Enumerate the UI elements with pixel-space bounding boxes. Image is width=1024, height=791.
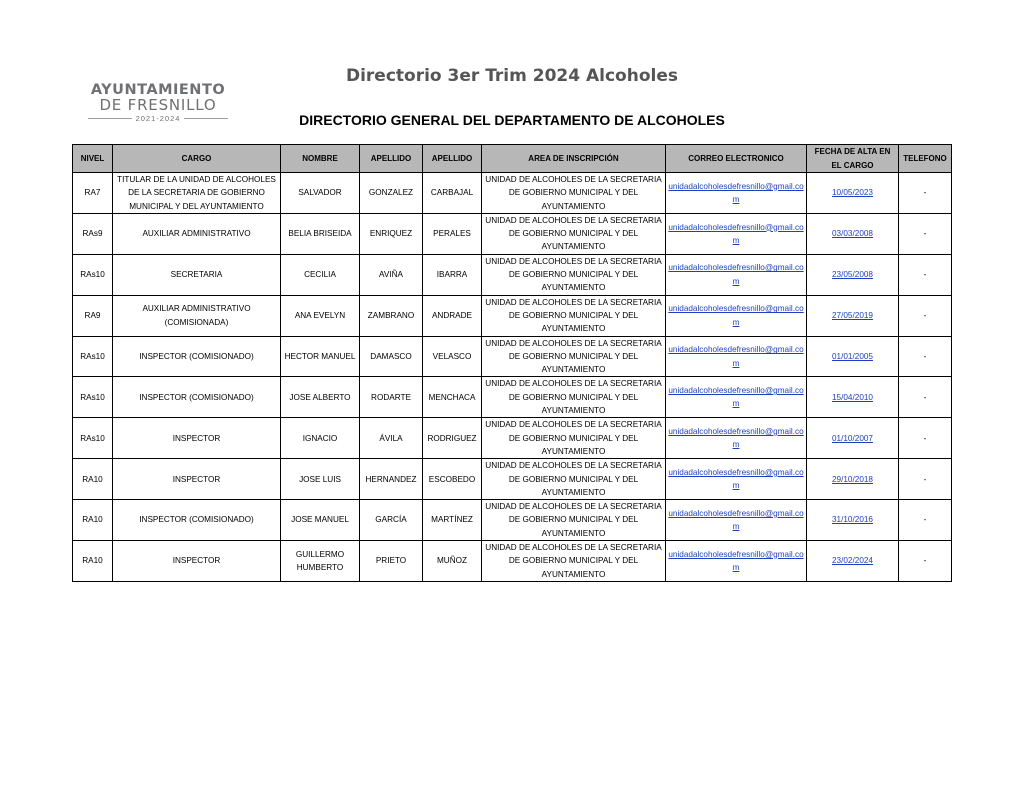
cell-nivel: RAs10 [73,254,113,295]
cell-fecha[interactable]: 01/01/2005 [807,336,899,377]
cell-cargo: AUXILIAR ADMINISTRATIVO (COMISIONADA) [113,295,281,336]
cell-telefono: - [899,541,952,582]
cell-nombre: HECTOR MANUEL [281,336,360,377]
cell-area: UNIDAD DE ALCOHOLES DE LA SECRETARIA DE GOBIERNO MUNICIPAL Y DEL AYUNTAMIENTO [482,459,666,500]
cell-apellido-1: RODARTE [360,377,423,418]
cell-cargo: INSPECTOR [113,418,281,459]
cell-apellido-2: VELASCO [423,336,482,377]
cell-area: UNIDAD DE ALCOHOLES DE LA SECRETARIA DE GOBIERNO MUNICIPAL Y DEL AYUNTAMIENTO [482,418,666,459]
table-row [73,295,952,336]
directory-table [72,144,952,582]
cell-nivel: RA10 [73,541,113,582]
table-row [73,213,952,254]
cell-nombre: BELIA BRISEIDA [281,213,360,254]
cell-apellido-2: RODRIGUEZ [423,418,482,459]
table-body [73,173,952,582]
cell-nivel: RAs9 [73,213,113,254]
table-header-row [73,145,952,173]
table-row [73,254,952,295]
cell-correo[interactable]: unidadalcoholesdefresnillo@gmail.com [666,377,807,418]
cell-fecha[interactable]: 10/05/2023 [807,173,899,214]
directory-title: DIRECTORIO GENERAL DEL DEPARTAMENTO DE ALCOHOLES [299,112,725,128]
cell-apellido-1: AVIÑA [360,254,423,295]
cell-apellido-2: MENCHACA [423,377,482,418]
header-telefono: TELEFONO [899,145,952,173]
cell-fecha[interactable]: 29/10/2018 [807,459,899,500]
table-row [73,459,952,500]
cell-correo[interactable]: unidadalcoholesdefresnillo@gmail.com [666,500,807,541]
cell-nivel: RAs10 [73,418,113,459]
cell-telefono: - [899,500,952,541]
table-row [73,173,952,214]
cell-cargo: INSPECTOR (COMISIONADO) [113,500,281,541]
cell-nivel: RA10 [73,500,113,541]
cell-area: UNIDAD DE ALCOHOLES DE LA SECRETARIA DE GOBIERNO MUNICIPAL Y DEL AYUNTAMIENTO [482,295,666,336]
cell-fecha[interactable]: 03/03/2008 [807,213,899,254]
cell-area: UNIDAD DE ALCOHOLES DE LA SECRETARIA DE GOBIERNO MUNICIPAL Y DEL AYUNTAMIENTO [482,336,666,377]
cell-area: UNIDAD DE ALCOHOLES DE LA SECRETARIA DE GOBIERNO MUNICIPAL Y DEL AYUNTAMIENTO [482,500,666,541]
cell-apellido-2: CARBAJAL [423,173,482,214]
table-row [73,541,952,582]
cell-apellido-1: GARCÍA [360,500,423,541]
cell-correo[interactable]: unidadalcoholesdefresnillo@gmail.com [666,213,807,254]
cell-nivel: RA10 [73,459,113,500]
cell-apellido-2: PERALES [423,213,482,254]
cell-apellido-1: ÁVILA [360,418,423,459]
logo-line-1: AYUNTAMIENTO [90,82,226,98]
cell-apellido-2: MARTÍNEZ [423,500,482,541]
cell-area: UNIDAD DE ALCOHOLES DE LA SECRETARIA DE GOBIERNO MUNICIPAL Y DEL AYUNTAMIENTO [482,541,666,582]
cell-telefono: - [899,295,952,336]
cell-apellido-1: DAMASCO [360,336,423,377]
cell-telefono: - [899,459,952,500]
table-row [73,418,952,459]
cell-correo[interactable]: unidadalcoholesdefresnillo@gmail.com [666,418,807,459]
cell-correo[interactable]: unidadalcoholesdefresnillo@gmail.com [666,173,807,214]
cell-fecha[interactable]: 31/10/2016 [807,500,899,541]
cell-cargo: INSPECTOR [113,459,281,500]
cell-nombre: JOSE ALBERTO [281,377,360,418]
cell-nombre: SALVADOR [281,173,360,214]
header-nombre: NOMBRE [281,145,360,173]
header-apellido-1: APELLIDO [360,145,423,173]
cell-telefono: - [899,213,952,254]
cell-nombre: CECILIA [281,254,360,295]
cell-apellido-1: PRIETO [360,541,423,582]
cell-apellido-1: ZAMBRANO [360,295,423,336]
cell-telefono: - [899,418,952,459]
cell-cargo: INSPECTOR [113,541,281,582]
cell-correo[interactable]: unidadalcoholesdefresnillo@gmail.com [666,541,807,582]
table-row [73,500,952,541]
cell-nivel: RA9 [73,295,113,336]
cell-telefono: - [899,173,952,214]
cell-area: UNIDAD DE ALCOHOLES DE LA SECRETARIA DE GOBIERNO MUNICIPAL Y DEL AYUNTAMIENTO [482,377,666,418]
cell-apellido-1: ENRIQUEZ [360,213,423,254]
cell-cargo: INSPECTOR (COMISIONADO) [113,377,281,418]
cell-area: UNIDAD DE ALCOHOLES DE LA SECRETARIA DE GOBIERNO MUNICIPAL Y DEL AYUNTAMIENTO [482,254,666,295]
cell-cargo: SECRETARIA [113,254,281,295]
table-row [73,377,952,418]
cell-correo[interactable]: unidadalcoholesdefresnillo@gmail.com [666,254,807,295]
header-cargo: CARGO [113,145,281,173]
cell-nombre: IGNACIO [281,418,360,459]
header-apellido-2: APELLIDO [423,145,482,173]
document-title-text: Directorio 3er Trim 2024 Alcoholes [345,66,678,86]
cell-telefono: - [899,336,952,377]
cell-apellido-1: HERNANDEZ [360,459,423,500]
logo-years: 2021-2024 [135,114,181,123]
cell-cargo: INSPECTOR (COMISIONADO) [113,336,281,377]
cell-apellido-2: IBARRA [423,254,482,295]
cell-apellido-2: ESCOBEDO [423,459,482,500]
header-nivel: NIVEL [73,145,113,173]
cell-cargo: AUXILIAR ADMINISTRATIVO [113,213,281,254]
cell-apellido-2: MUÑOZ [423,541,482,582]
cell-fecha[interactable]: 27/05/2019 [807,295,899,336]
cell-fecha[interactable]: 23/02/2024 [807,541,899,582]
cell-cargo: TITULAR DE LA UNIDAD DE ALCOHOLES DE LA SECRETARIA DE GOBIERNO MUNICIPAL Y DEL AYUNTAMIENTO [113,173,281,214]
cell-fecha[interactable]: 01/10/2007 [807,418,899,459]
cell-telefono: - [899,377,952,418]
cell-nombre: JOSE MANUEL [281,500,360,541]
cell-area: UNIDAD DE ALCOHOLES DE LA SECRETARIA DE GOBIERNO MUNICIPAL Y DEL AYUNTAMIENTO [482,173,666,214]
cell-nombre: ANA EVELYN [281,295,360,336]
cell-correo[interactable]: unidadalcoholesdefresnillo@gmail.com [666,336,807,377]
cell-telefono: - [899,254,952,295]
cell-apellido-2: ANDRADE [423,295,482,336]
cell-area: UNIDAD DE ALCOHOLES DE LA SECRETARIA DE GOBIERNO MUNICIPAL Y DEL AYUNTAMIENTO [482,213,666,254]
cell-fecha[interactable]: 15/04/2010 [807,377,899,418]
cell-nombre: GUILLERMO HUMBERTO [281,541,360,582]
cell-nombre: JOSE LUIS [281,459,360,500]
cell-nivel: RAs10 [73,336,113,377]
header-area: AREA DE INSCRIPCIÓN [482,145,666,173]
document-title [0,66,1024,86]
cell-correo[interactable]: unidadalcoholesdefresnillo@gmail.com [666,295,807,336]
header-fecha: FECHA DE ALTA EN EL CARGO [807,145,899,173]
table-row [73,336,952,377]
cell-nivel: RA7 [73,173,113,214]
logo-line-2: DE FRESNILLO [99,96,217,114]
cell-fecha[interactable]: 23/05/2008 [807,254,899,295]
header-correo: CORREO ELECTRONICO [666,145,807,173]
cell-apellido-1: GONZALEZ [360,173,423,214]
cell-nivel: RAs10 [73,377,113,418]
cell-correo[interactable]: unidadalcoholesdefresnillo@gmail.com [666,459,807,500]
